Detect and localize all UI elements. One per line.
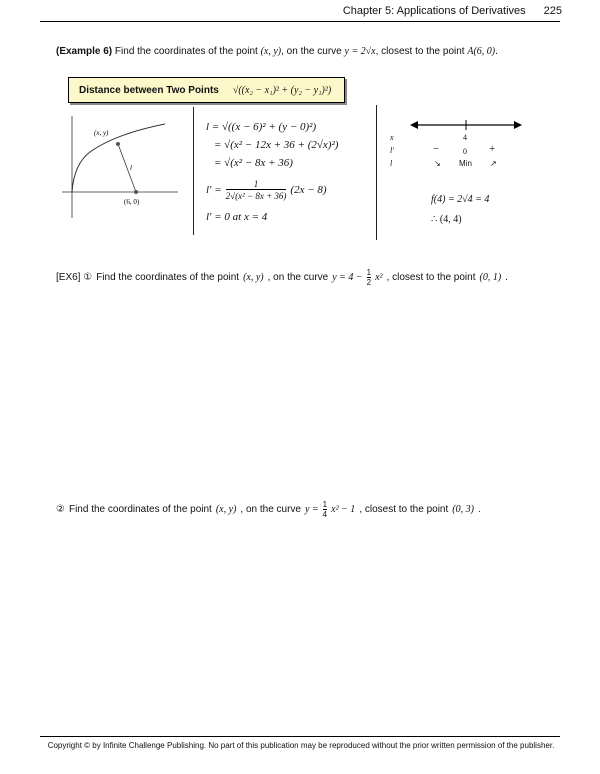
footer-rule [40,736,560,737]
fraction-numerator: 1 [253,179,259,189]
question-text: , on the curve [240,504,301,515]
fraction-denominator: 4 [322,510,328,519]
target-point: A(6, 0) [467,46,496,57]
question-text: , closest to the point [359,504,449,515]
target-point: (0, 1) [479,272,502,283]
center-value: 0 [463,147,467,156]
derivative-fraction [226,179,287,201]
question-text: Find the coordinates of the point [68,504,212,515]
distance-formula-box [68,77,345,103]
final-answer: ∴ (4, 4) [431,214,462,225]
example-label: (Example 6) [56,46,113,57]
row-label-lprime: l′ [390,146,394,155]
chapter-title: Chapter 5: Applications of Derivatives [342,5,526,17]
fraction-denominator: 2 [366,278,372,287]
point-label: (x, y) [94,129,109,137]
divider-right [376,105,377,240]
divider-left [193,107,194,235]
question-text: , closest to the point [386,272,476,283]
derivative-lhs: l′ = [206,184,222,196]
copyright-notice: Copyright © by Infinite Challenge Publishing. No part of this publication may be reproduced without the prior written permission of the publisher. [47,741,555,750]
point-xy: (x, y) [243,272,264,283]
question-text: Find the coordinates of the point [96,272,240,283]
left-arrow-icon [410,121,418,129]
solution-step1: l = √((x − 6)² + (y − 0)²) [206,121,317,133]
ex6-part2-question [56,500,481,519]
left-trend-icon: ↘ [434,159,441,168]
page-number: 225 [543,5,562,17]
page-header [343,5,562,17]
curve-fraction [367,268,371,287]
fraction-denominator: 2√(x² − 8x + 36) [225,191,287,201]
question-text: . [505,272,508,283]
right-trend-icon: ↗ [490,159,497,168]
solution-step3: = √(x² − 8x + 36) [214,157,293,169]
right-sign: + [489,143,496,155]
question-text: , on the curve [281,46,342,57]
example6-question [56,46,498,57]
target-point-dot [134,190,138,194]
header-rule [40,21,560,22]
sqrt-curve [72,124,165,192]
point-xy: (x, y) [260,46,282,57]
left-sign: − [433,143,440,155]
question-text: . [477,504,481,515]
curve-rhs: x² [375,272,383,283]
right-arrow-icon [514,121,522,129]
question-text: , on the curve [267,272,329,283]
number-line [410,118,522,132]
fraction-numerator: 1 [322,500,328,509]
min-label: Min [459,159,472,168]
point-xy: (x, y) [215,504,237,515]
target-label: (6, 0) [124,198,140,206]
solution-step5: l′ = 0 at x = 4 [206,211,268,223]
question-text: . [495,46,498,57]
segment-label: l [130,164,132,172]
question-text: , closest to the point [375,46,465,57]
exercise-label: [EX6] ① [56,272,93,283]
row-label-x: x [390,133,394,142]
curve-point [116,142,120,146]
distance-formula: √((x₂ − x₁)² + (y₂ − y₁)²) [232,84,332,96]
target-point: (0, 3) [452,504,474,515]
curve-rhs: x² − 1 [331,504,356,515]
exercise-label: ② [56,504,65,515]
distance-segment [118,144,136,192]
formula-title: Distance between Two Points [79,84,219,96]
curve-equation: y = 2√x [344,46,376,57]
row-label-l: l [390,159,393,168]
solution-step2: = √(x² − 12x + 36 + (2√x)²) [214,139,339,151]
function-evaluation: f(4) = 2√4 = 4 [431,194,490,205]
curve-lhs: y = 4 − [332,272,363,283]
curve-graph [60,112,180,222]
ex6-part1-question [56,268,508,287]
curve-fraction [323,500,327,519]
solution-step4 [206,179,327,201]
curve-lhs: y = [304,504,319,515]
derivative-rhs: (2x − 8) [290,184,327,196]
fraction-numerator: 1 [366,268,372,277]
critical-value: 4 [463,133,467,142]
question-text: Find the coordinates of the point [114,46,258,57]
